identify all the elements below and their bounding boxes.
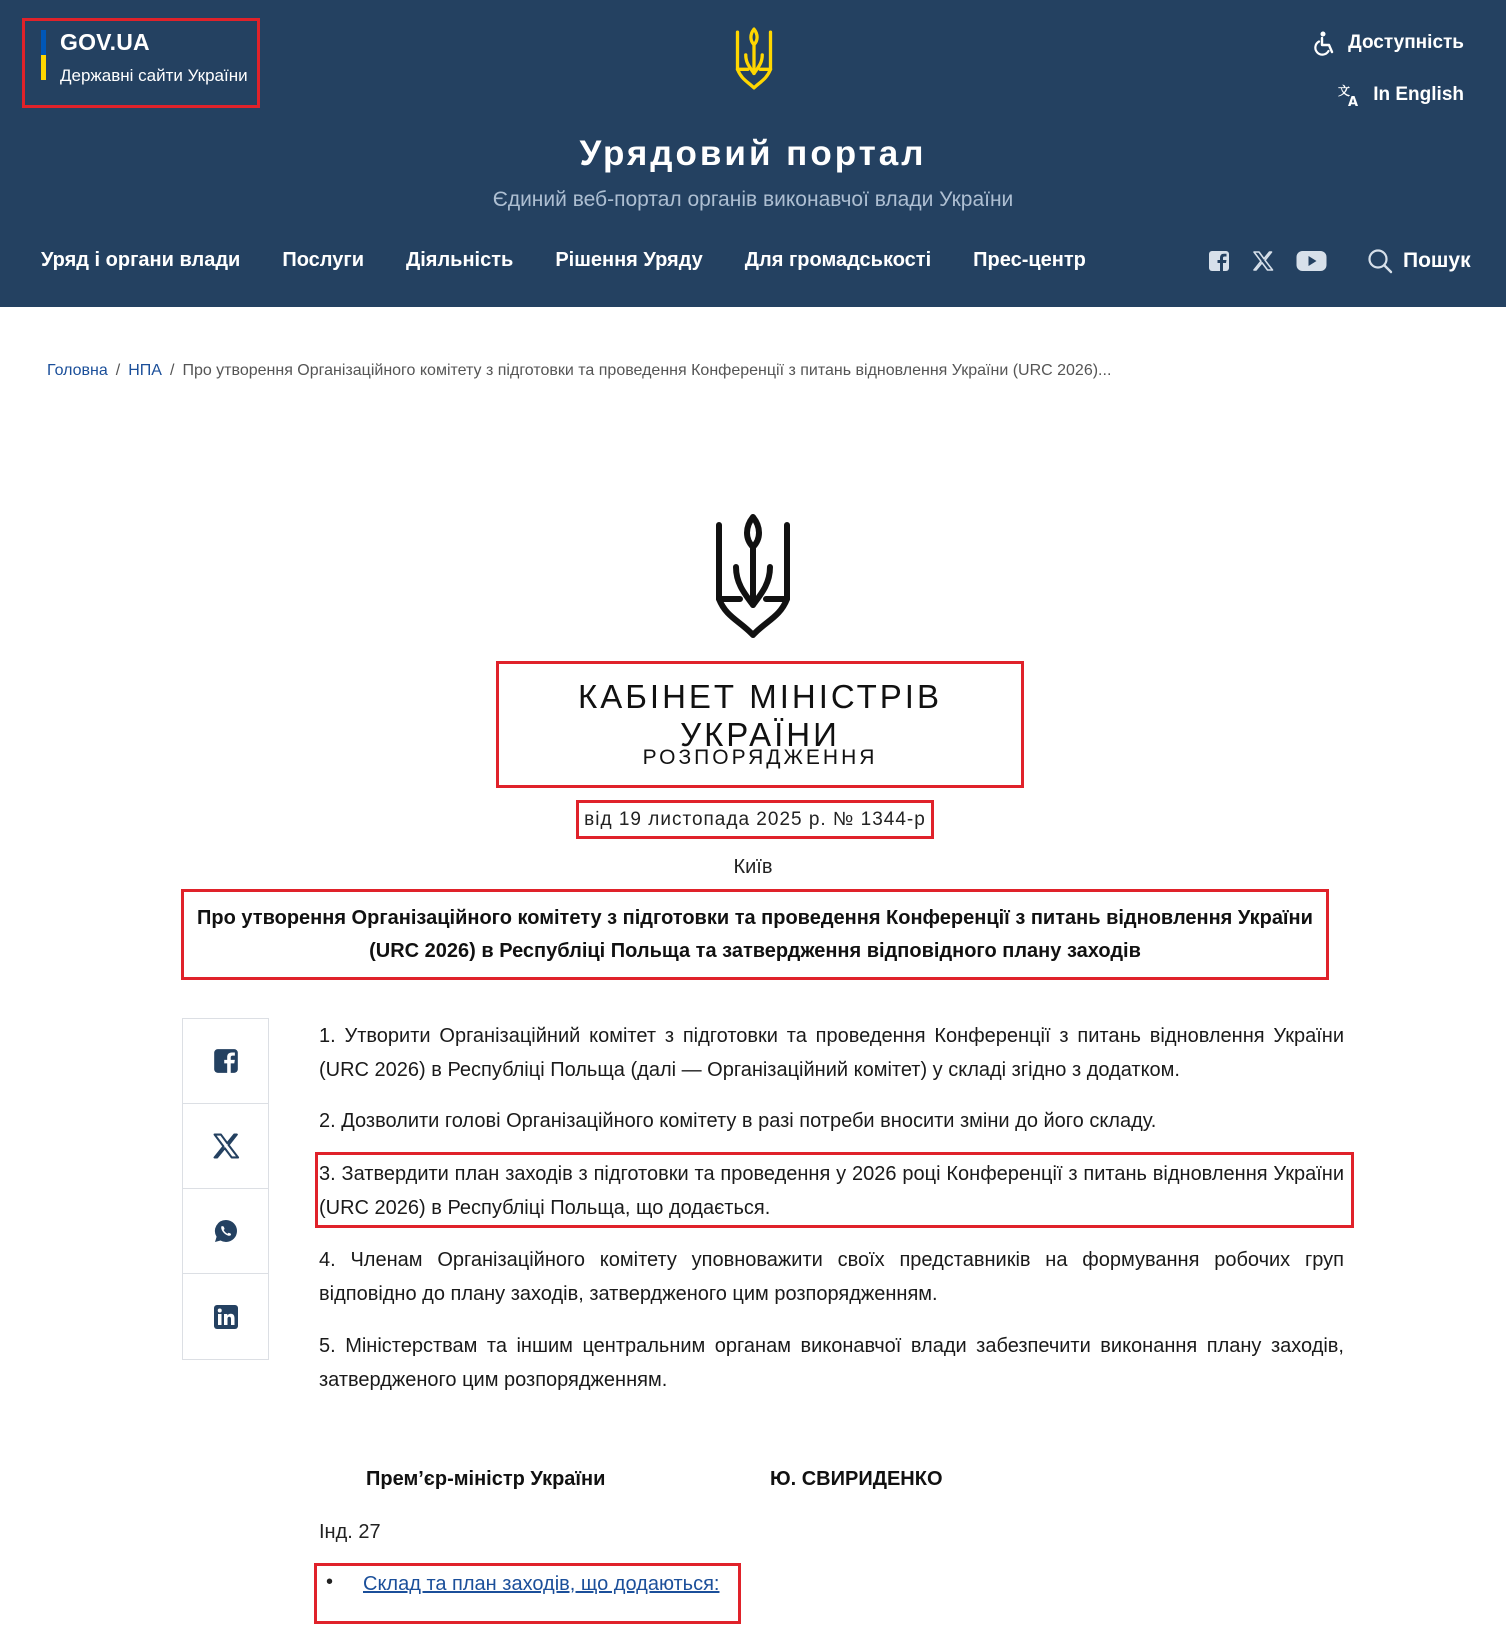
document-header-box (496, 661, 1024, 788)
nav-item-government[interactable]: Уряд і органи влади (41, 249, 241, 271)
social-links (1208, 250, 1327, 272)
document-authority: КАБІНЕТ МІНІСТРІВ УКРАЇНИ (578, 678, 942, 753)
whatsapp-icon (213, 1218, 239, 1244)
document-type: РОЗПОРЯДЖЕННЯ (642, 746, 878, 769)
x-icon[interactable] (1252, 250, 1274, 272)
signature-role: Прем’єр-міністр України (366, 1468, 606, 1490)
nav-item-activity[interactable]: Діяльність (405, 249, 514, 271)
share-whatsapp-button[interactable] (183, 1189, 268, 1274)
portal-title[interactable]: Урядовий портал (579, 134, 927, 173)
search-icon (1367, 248, 1393, 274)
document-paragraph-2: 2. Дозволити голові Організаційного комітету в разі потреби вносити зміни до його складу. (319, 1110, 1157, 1132)
document-paragraph-5: 5. Міністерствам та іншим центральним органам виконавчої влади забезпечити виконання плану заходів, затвердженого цим розпорядженням. (319, 1335, 1344, 1391)
share-x-button[interactable] (183, 1104, 268, 1189)
search-label: Пошук (1403, 249, 1471, 272)
facebook-icon[interactable] (1208, 250, 1230, 272)
site-header (0, 0, 1506, 307)
signature-name: Ю. СВИРИДЕНКО (770, 1468, 943, 1490)
breadcrumb-npa[interactable]: НПА (128, 362, 162, 379)
portal-subtitle: Єдиний веб-портал органів виконавчої влади України (492, 188, 1014, 211)
govua-logo-link[interactable] (22, 18, 260, 108)
document-city: Київ (733, 856, 773, 878)
main-nav (41, 249, 1086, 272)
nav-item-public[interactable]: Для громадськості (744, 249, 932, 271)
nav-item-decisions[interactable]: Рішення Уряду (555, 249, 703, 271)
document-date-number: від 19 листопада 2025 р. № 1344-р (576, 800, 934, 839)
document-paragraph-3: 3. Затвердити план заходів з підготовки та проведення у 2026 році Конференції з питань відновлення України (URC 2026) в Республіці Польща, що додається. (319, 1163, 1344, 1219)
accessibility-button[interactable] (1312, 30, 1464, 56)
share-facebook-button[interactable] (183, 1019, 268, 1104)
list-bullet: • (326, 1571, 334, 1593)
nav-item-press[interactable]: Прес-центр (973, 249, 1086, 271)
x-icon (212, 1132, 240, 1160)
english-label: In English (1373, 84, 1464, 105)
linkedin-icon (213, 1304, 239, 1330)
search-button[interactable] (1367, 248, 1471, 274)
breadcrumb-home[interactable]: Головна (47, 362, 108, 379)
breadcrumb-separator: / (115, 362, 121, 379)
youtube-icon[interactable] (1296, 250, 1327, 272)
accessibility-label: Доступність (1348, 32, 1464, 53)
govua-subtitle: Державні сайти України (60, 66, 248, 85)
coat-of-arms-icon (714, 513, 792, 639)
trident-logo-icon[interactable] (733, 26, 775, 92)
breadcrumb-current: Про утворення Організаційного комітету з підготовки та проведення Конференції з питань відновлення України (URC 2026)... (182, 362, 1112, 379)
english-language-button[interactable] (1337, 82, 1464, 108)
nav-item-services[interactable]: Послуги (282, 249, 364, 271)
breadcrumb-separator: / (169, 362, 175, 379)
document-paragraph-4: 4. Членам Організаційного комітету уповноважити своїх представників на формування робочих груп відповідно до плану заходів, затвердженого цим розпорядженням. (319, 1249, 1344, 1305)
document-title: Про утворення Організаційного комітету з підготовки та проведення Конференції з питань відновлення України (URC 2026) в Республіці Польща та затвердження відповідного плану заходів (181, 889, 1329, 980)
share-panel (182, 1018, 269, 1360)
svg-text:A: A (1348, 95, 1359, 108)
govua-title: GOV.UA (60, 29, 150, 55)
ukraine-flag-icon (41, 30, 46, 80)
annex-link[interactable]: Склад та план заходів, що додаються: (363, 1573, 720, 1595)
document-index: Інд. 27 (319, 1521, 381, 1543)
accessibility-icon (1312, 30, 1338, 56)
translate-icon (1337, 82, 1363, 108)
breadcrumb (47, 362, 1111, 380)
facebook-icon (213, 1048, 239, 1074)
document-paragraph-1: 1. Утворити Організаційний комітет з підготовки та проведення Конференції з питань відновлення України (URC 2026) в Республіці Польща (далі — Організаційний комітет) у складі згідно з додатком. (319, 1025, 1344, 1081)
share-linkedin-button[interactable] (183, 1274, 268, 1359)
svg-text:文: 文 (1338, 84, 1351, 98)
